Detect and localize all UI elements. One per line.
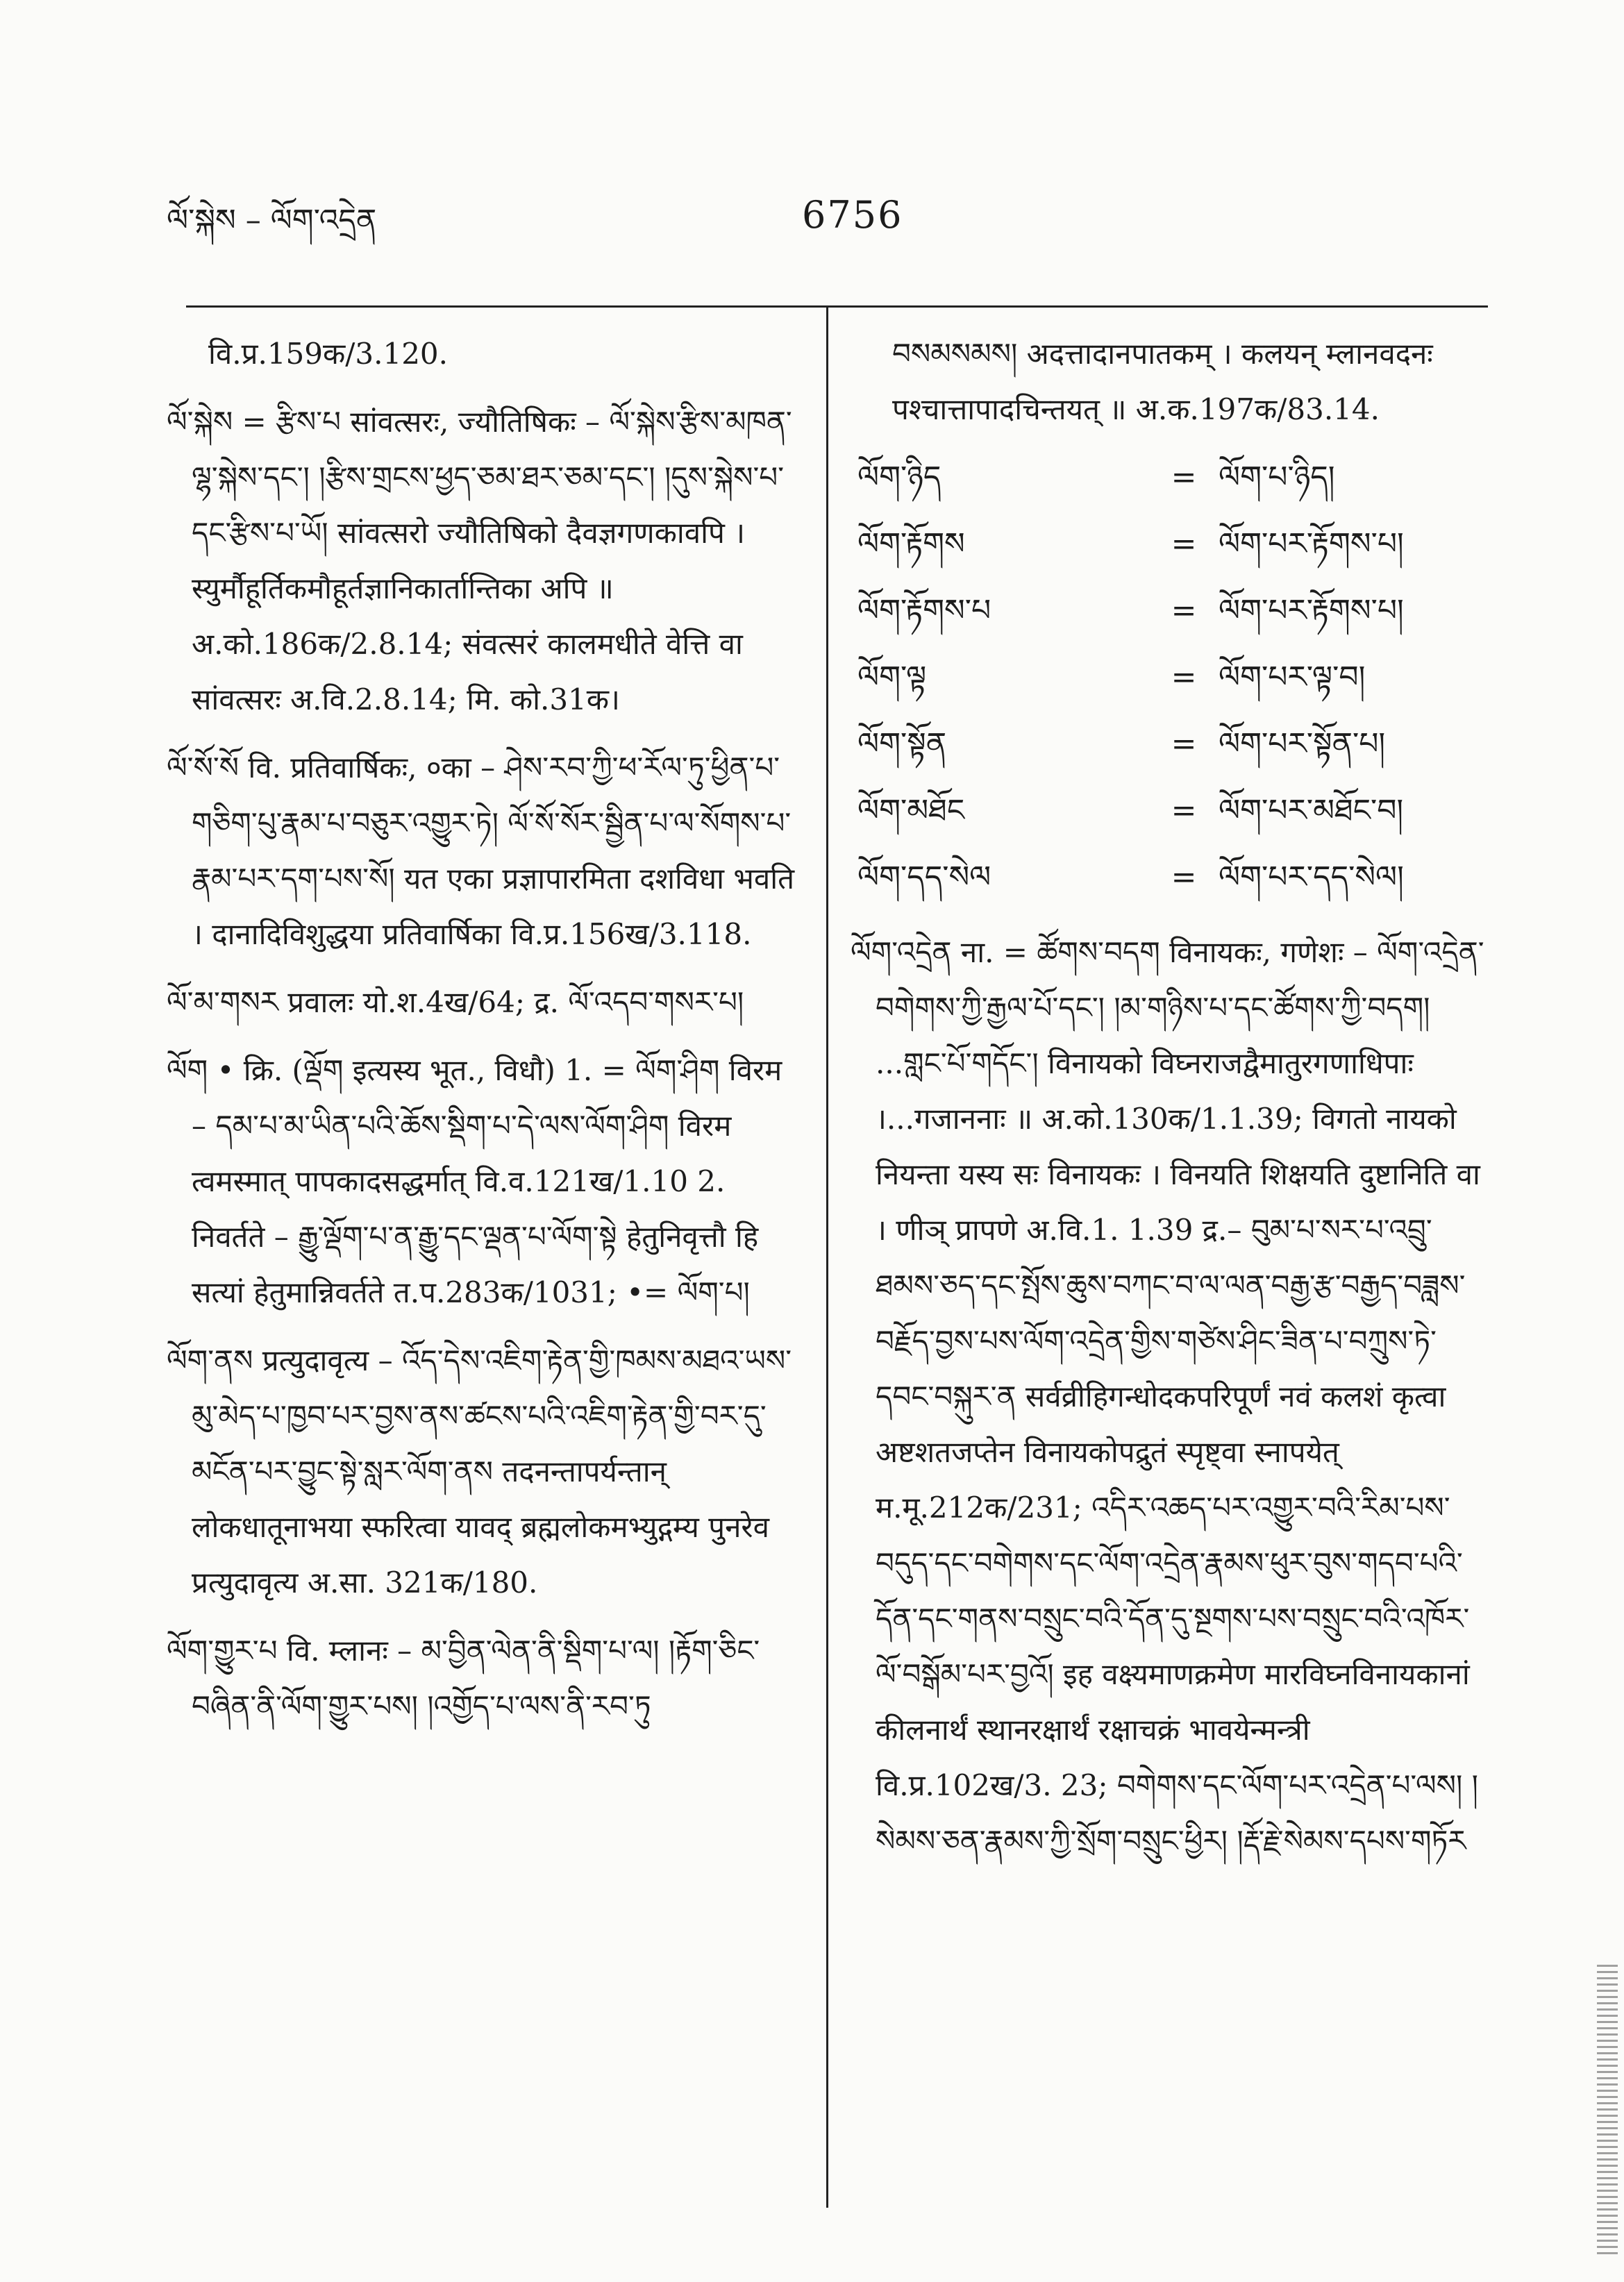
- column-divider: [826, 305, 828, 2208]
- dictionary-entry: ལོ་མ་གསར प्रवालः यो.श.4ख/64; द्र. ལོ་འདབ་གསར་པ།: [167, 985, 744, 1019]
- entry-continuation: བསམསམས། अदत्तादानपातकम् । कलयन् म्लानवदनः पश्चात्तापादचिन्तयत् ॥ अ.क.197क/83.14.: [892, 337, 1433, 426]
- synonym-headword: ལོག་དད་སེལ: [857, 859, 991, 895]
- equals-sign: =: [1171, 793, 1197, 828]
- equals-sign: =: [1171, 660, 1197, 695]
- equals-sign: =: [1171, 859, 1197, 895]
- synonym-row: [851, 716, 1486, 783]
- synonym-row: [851, 850, 1486, 916]
- dictionary-entry: ལོག་ནས प्रत्युदावृत्य – འོད་དེས་འཇིག་རྟེན་གྱི་ཁམས་མཐའ་ཡས་མུ་མེད་པ་ཁྱབ་པར་བྱས་ནས་ཚངས་པའི་འཇིག་རྟེན་གྱི་བར་དུ་མངོན་པར་བྱུང་སྟེ་སླར་ལོག་ནས तदनन्तापर्यन्तान् लोकधातूनाभया स्फरित्वा यावद् ब्रह्मलोकमभ्युद्गम्य पुनरेव प्रत्युदावृत्य अ.सा. 321क/180.: [167, 1343, 792, 1600]
- synonym-headword: ལོག་ཉིད: [857, 460, 941, 495]
- synonym-headword: ལོག་རྟོགས་པ: [857, 593, 991, 628]
- dictionary-entry: ལོ་སོ་སོ वि. प्रतिवार्षिकः, ०का – ཤེས་རབ་ཀྱི་ཕ་རོལ་ཏུ་ཕྱིན་པ་གཅིག་པུ་རྣམ་པ་བཅུར་འགྱུར་ཏེ། ལོ་སོ་སོར་སྦྱིན་པ་ལ་སོགས་པ་རྣམ་པར་དག་པས་སོ། यत एका प्रज्ञापारमिता दशविधा भवति । दानादिविशुद्धया प्रतिवार्षिका वि.प्र.156ख/3.118.: [167, 750, 795, 951]
- synonym-row: [851, 583, 1486, 650]
- equals-sign: =: [1171, 593, 1197, 628]
- synonym-target: ལོག་པར་སྟོན་པ།: [1219, 726, 1386, 762]
- page-number: 6756: [802, 193, 903, 237]
- synonym-headword: ལོག་ལྟ: [857, 660, 927, 695]
- synonym-headword: ལོག་རྟོགས: [857, 526, 965, 562]
- synonym-headword: ལོག་མཐོང: [857, 793, 965, 828]
- synonym-table: [851, 450, 1486, 916]
- synonym-row: [851, 517, 1486, 583]
- synonym-target: ལོག་པར་མཐོང་བ།: [1219, 793, 1404, 828]
- synonym-target: ལོག་པ་ཉིད།: [1219, 460, 1335, 495]
- header-rule: [186, 305, 1488, 308]
- synonym-row: [851, 783, 1486, 850]
- synonym-target: ལོག་པར་རྟོགས་པ།: [1219, 593, 1404, 628]
- synonym-row: [851, 650, 1486, 716]
- equals-sign: =: [1171, 726, 1197, 762]
- entry-continuation: वि.प्र.159क/3.120.: [208, 337, 448, 371]
- dictionary-entry: ལོག • क्रि. (ལྡོག इत्यस्य भूत., विधौ) 1. = ལོག་ཤིག विरम – དམ་པ་མ་ཡིན་པའི་ཆོས་སྡིག་པ་དེ་ལས་ལོག་ཤིག विरम त्वमस्मात् पापकादसद्धर्मात् वि.व.121ख/1.10 2. निवर्तते – རྒྱུ་ལྡོག་པ་ན་རྒྱུ་དང་ལྡན་པ་ལོག་སྟེ हेतुनिवृत्तौ हि सत्यां हेतुमान्निवर्तते त.प.283क/1031; •= ལོག་པ།: [167, 1053, 782, 1309]
- left-column: [167, 326, 805, 1747]
- right-column: [851, 326, 1486, 1881]
- dictionary-entry: ལོ་སྐེས = རྩིས་པ सांवत्सरः, ज्यौतिषिकः – ལོ་སྐེས་རྩིས་མཁན་ལྷ་སྐེས་དང་། །རྩིས་གྲངས་ཕྱད་ཅམ་ཐར་ཅམ་དང་། །དུས་སྐེས་པ་དང་རྩིས་པ་ཡོ། सांवत्सरो ज्यौतिषिको दैवज्ञगणकावपि । स्युर्मौहूर्तिकमौहूर्तज्ञानिकार्तान्तिका अपि ॥ अ.को.186क/2.8.14; संवत्सरं कालमधीते वेत्ति वा सांवत्सरः अ.वि.2.8.14; मि. को.31क।: [167, 405, 792, 716]
- synonym-target: ལོག་པར་ལྟ་བ།: [1219, 660, 1366, 695]
- dictionary-entry: ལོག་གྱུར་པ वि. म्लानः – མ་བྱིན་ལེན་ནི་སྡིག་པ་ལ། །རྟོག་ཅིང་བཞིན་ནི་ལོག་གྱུར་པས། །འགྱོད་པ་ལས་ནི་རབ་ཏུ: [167, 1634, 760, 1723]
- synonym-target: ལོག་པར་དད་སེལ།: [1219, 859, 1404, 895]
- equals-sign: =: [1171, 526, 1197, 562]
- equals-sign: =: [1171, 460, 1197, 495]
- dictionary-entry: ལོག་འདྲེན ना. = ཚོགས་བདག विनायकः, गणेशः – ལོག་འདྲེན་བགེགས་ཀྱི་རྒྱལ་པོ་དང་། །མ་གཉིས་པ་དང་ཚོགས་ཀྱི་བདག། ...གླང་པོ་གདོང་། विनायको विघ्नराजद्वैमातुरगणाधिपाः ।...गजाननाः ॥ अ.को.130क/1.1.39; विगतो नायको नियन्ता यस्य सः विनायकः । विनयति शिक्षयति दुष्टानिति वा । णीञ् प्रापणे अ.वि.1. 1.39 द्र.– བུམ་པ་སར་པ་འབྲུ་ཐམས་ཅད་དང་སྤོས་ཆུས་བཀང་བ་ལ་ལན་བརྒྱ་རྩ་བརྒྱད་བཟླས་བརྗོད་བྱས་པས་ལོག་འདྲེན་གྱིས་གཙེས་ཤིང་ཟིན་པ་བཀྲུས་ཏེ་དབང་བསྐུར་ན सर्वव्रीहिगन्धोदकपरिपूर्णं नवं कलशं कृत्वा अष्टशतजप्तेन विनायकोपद्रुतं स्पृष्ट्वा स्नापयेत् म.मू.212क/231; འདིར་འཆད་པར་འགྱུར་བའི་རིམ་པས་བདུད་དང་བགེགས་དང་ལོག་འདྲེན་རྣམས་ཕུར་བུས་གདབ་པའི་དོན་དང་གནས་བསྲུང་བའི་དོན་དུ་སྔགས་པས་བསྲུང་བའི་འཁོར་ལོ་བསྒོམ་པར་བྱའོ། इह वक्ष्यमाणक्रमेण मारविघ्नविनायकानां कीलनार्थं स्थानरक्षार्थं रक्षाचक्रं भावयेन्मन्त्री वि.प्र.102ख/3. 23; བགེགས་དང་ལོག་པར་འདྲེན་པ་ལས། །སེམས་ཅན་རྣམས་ཀྱི་སྲོག་བསྲུང་ཕྱིར། །རྡོ་རྗེ་སེམས་དཔས་གཏོར: [851, 935, 1484, 1858]
- running-header: ལོ་སྐེས – ལོག་འདྲེན: [167, 203, 377, 238]
- page-edge-scan-marks: [1597, 1965, 1618, 2256]
- synonym-target: ལོག་པར་རྟོགས་པ།: [1219, 526, 1404, 562]
- synonym-row: [851, 450, 1486, 517]
- synonym-headword: ལོག་སྟོན: [857, 726, 947, 762]
